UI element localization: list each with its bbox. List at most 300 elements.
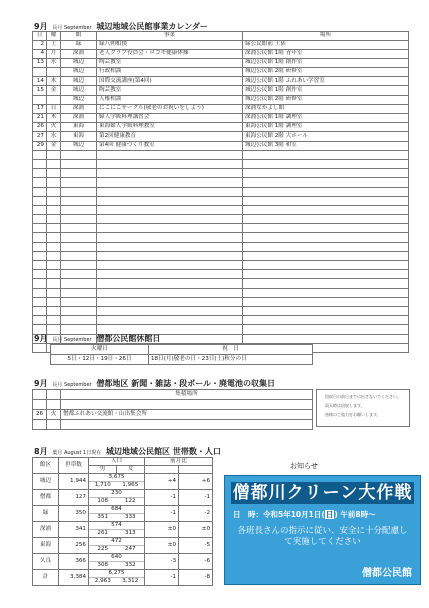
population-female: 3,312 (122, 578, 139, 584)
calendar-place (243, 279, 409, 288)
calendar-weekday (47, 196, 61, 205)
notice-message: 各班長さんの指示に従い、安全に十分配慮して実施してください (237, 526, 408, 547)
calendar-place: 城辺公民館 2階 研修室 (243, 68, 409, 77)
calendar-venue (61, 224, 97, 233)
table-row (33, 306, 409, 315)
compare-households: +4 (145, 474, 179, 490)
households-header-compare-households (145, 466, 179, 474)
household-count: 3,384 (59, 570, 89, 586)
calendar-day: 21 (33, 114, 47, 123)
compare-households: -1 (145, 570, 179, 586)
calendar-venue: 城辺 (61, 141, 97, 150)
notice-date: 日 時：令和5年10月1日(日) 午前8時～ (233, 510, 376, 519)
calendar-venue (61, 233, 97, 242)
calendar-day (33, 261, 47, 270)
calendar-day (33, 68, 47, 77)
calendar-place: 深浦公民館 1階 青年室 (243, 49, 409, 58)
calendar-day: 15 (33, 86, 47, 95)
calendar-event (97, 196, 243, 205)
calendar-day (33, 169, 47, 178)
calendar-venue (61, 288, 97, 297)
calendar-event: 婦人学級料理講習会 (97, 114, 243, 123)
calendar-table (32, 31, 409, 353)
calendar-day (33, 178, 47, 187)
table-row (33, 261, 409, 270)
population-total: 684 (89, 506, 144, 514)
table-row (33, 316, 409, 325)
calendar-place: 城辺公民館 3階 和室 (243, 141, 409, 150)
calendar-weekday (47, 178, 61, 187)
waste-title-main: 僧都地区 新聞・雑誌・段ボール・廃電池の収集日 (96, 379, 276, 388)
table-row (33, 233, 409, 242)
calendar-header-3: 事業 (97, 32, 243, 41)
calendar-venue (61, 306, 97, 315)
calendar-weekday (47, 270, 61, 279)
waste-title-small: 長月 September (52, 382, 92, 388)
district-name: 城辺 (33, 474, 59, 490)
waste-header-place: 集積場所 (61, 390, 313, 400)
calendar-header-1: 曜 (47, 32, 61, 41)
compare-households: ±0 (145, 522, 179, 538)
notice-poster (224, 475, 421, 585)
calendar-place (243, 288, 409, 297)
calendar-place: 深浦公民館 1階 調理室 (243, 114, 409, 123)
calendar-place (243, 325, 409, 334)
table-row (33, 279, 409, 288)
population-male: 308 (97, 562, 109, 568)
calendar-venue (61, 251, 97, 260)
calendar-event (97, 150, 243, 159)
closed-header-holiday: 祝 日 (149, 345, 313, 355)
calendar-weekday (47, 306, 61, 315)
household-count: 350 (59, 506, 89, 522)
population-total: 574 (89, 522, 144, 530)
calendar-venue (61, 316, 97, 325)
calendar-weekday: 日 (47, 104, 61, 113)
notice-label: お知らせ (290, 462, 318, 470)
calendar-venue (61, 297, 97, 306)
population-total: 640 (89, 554, 144, 562)
calendar-weekday (47, 159, 61, 168)
calendar-venue (61, 159, 97, 168)
calendar-venue: 深浦 (61, 104, 97, 113)
table-row (33, 288, 409, 297)
calendar-weekday: 土 (47, 40, 61, 49)
calendar-event (97, 251, 243, 260)
table-row (33, 141, 409, 150)
waste-note-3: 皆様のご協力をお願いします。 (325, 412, 381, 417)
compare-population: -8 (179, 570, 213, 586)
waste-title-month: 9月 (34, 379, 48, 388)
calendar-place: 深浦なかよし館 (243, 104, 409, 113)
calendar-venue: 東海 (61, 123, 97, 132)
households-header-compare-population (179, 466, 213, 474)
table-row (33, 224, 409, 233)
calendar-event (97, 261, 243, 270)
waste-header-day (33, 390, 47, 400)
calendar-event (97, 297, 243, 306)
calendar-venue (61, 215, 97, 224)
calendar-venue (61, 196, 97, 205)
households-header-female: 女 (117, 466, 145, 474)
table-row (33, 58, 409, 67)
population-female: 122 (124, 498, 136, 504)
calendar-event (97, 205, 243, 214)
district-name: 僧都 (33, 490, 59, 506)
calendar-place: 緑公民館前 土俵 (243, 40, 409, 49)
households-header-male: 男 (89, 466, 117, 474)
calendar-place (243, 187, 409, 196)
calendar-venue (61, 261, 97, 270)
calendar-place (243, 270, 409, 279)
calendar-place (243, 205, 409, 214)
compare-households: -3 (145, 554, 179, 570)
household-count: 256 (59, 538, 89, 554)
table-row (33, 522, 213, 538)
calendar-place: 城辺公民館 1階 創作室 (243, 58, 409, 67)
calendar-day: 2 (33, 40, 47, 49)
table-row (33, 169, 409, 178)
calendar-place (243, 150, 409, 159)
closed-title (34, 333, 160, 344)
table-row (33, 270, 409, 279)
calendar-place (243, 261, 409, 270)
households-table (32, 457, 213, 586)
calendar-event (97, 288, 243, 297)
calendar-event (97, 224, 243, 233)
households-header-population: 人口 (89, 458, 145, 466)
calendar-venue (61, 242, 97, 251)
calendar-weekday (47, 251, 61, 260)
table-row (33, 205, 409, 214)
calendar-weekday (47, 261, 61, 270)
population-cell (89, 554, 145, 570)
calendar-weekday: 月 (47, 49, 61, 58)
population-male: 2,963 (94, 578, 111, 584)
calendar-weekday (47, 150, 61, 159)
calendar-venue: 城辺 (61, 58, 97, 67)
calendar-day (33, 270, 47, 279)
calendar-event (97, 242, 243, 251)
table-row (33, 474, 213, 490)
district-name: 東海 (33, 538, 59, 554)
calendar-day (33, 306, 47, 315)
district-name: 久良 (33, 554, 59, 570)
calendar-venue: 深浦 (61, 49, 97, 58)
calendar-venue (61, 205, 97, 214)
calendar-day (33, 251, 47, 260)
waste-table (32, 389, 313, 430)
table-row (33, 187, 409, 196)
calendar-weekday (47, 288, 61, 297)
population-female: 313 (124, 530, 136, 536)
calendar-event (97, 306, 243, 315)
table-row (33, 114, 409, 123)
compare-population: +6 (179, 474, 213, 490)
calendar-event: 人権相談 (97, 95, 243, 104)
table-row (33, 159, 409, 168)
notice-date-time: 午前8時～ (340, 510, 376, 519)
calendar-header-4: 場所 (243, 32, 409, 41)
calendar-event: 行政相談 (97, 68, 243, 77)
calendar-weekday: 金 (47, 86, 61, 95)
table-row (33, 132, 409, 141)
calendar-place (243, 178, 409, 187)
waste-note-2: 雨天時は回収します。 (325, 403, 365, 408)
population-male: 108 (97, 498, 109, 504)
calendar-day: 29 (33, 141, 47, 150)
calendar-place: 城辺公民館 1階 創作室 (243, 86, 409, 95)
calendar-venue: 城辺 (61, 77, 97, 86)
waste-header-weekday (47, 390, 61, 400)
calendar-place (243, 297, 409, 306)
calendar-event (97, 316, 243, 325)
calendar-place (243, 306, 409, 315)
calendar-day: 14 (33, 77, 47, 86)
population-cell (89, 506, 145, 522)
waste-title (34, 378, 275, 389)
households-title (34, 446, 221, 457)
calendar-header-2: 館 (61, 32, 97, 41)
household-count: 341 (59, 522, 89, 538)
compare-population: ±0 (179, 522, 213, 538)
calendar-day: 13 (33, 58, 47, 67)
population-total: 230 (89, 490, 144, 498)
table-row (33, 196, 409, 205)
calendar-event (97, 169, 243, 178)
calendar-place (243, 224, 409, 233)
calendar-venue (61, 187, 97, 196)
calendar-venue (61, 279, 97, 288)
calendar-venue: 城辺 (61, 86, 97, 95)
table-row (33, 251, 409, 260)
calendar-day (33, 224, 47, 233)
waste-weekday: 火 (47, 410, 61, 420)
population-female: 247 (124, 546, 136, 552)
population-male: 1,710 (94, 482, 111, 488)
table-row (33, 242, 409, 251)
closed-title-month: 9月 (34, 334, 48, 343)
calendar-event (97, 233, 243, 242)
population-cell (89, 474, 145, 490)
calendar-day (33, 205, 47, 214)
compare-population: -2 (179, 506, 213, 522)
compare-households: ±0 (145, 538, 179, 554)
calendar-day (33, 297, 47, 306)
calendar-weekday (47, 95, 61, 104)
calendar-event: 東海婦人学級料理教室 (97, 123, 243, 132)
calendar-event: にこにこサークル(敬老のお祝いをしよう) (97, 104, 243, 113)
households-header-households: 世帯数 (59, 458, 89, 474)
calendar-weekday: 水 (47, 58, 61, 67)
table-row (33, 506, 213, 522)
calendar-header-0: 日 (33, 32, 47, 41)
population-male: 225 (97, 546, 109, 552)
table-row (33, 215, 409, 224)
population-female: 332 (124, 562, 136, 568)
population-cell (89, 570, 145, 586)
waste-place: 僧都ふれあい交流館・山出集会所 (61, 410, 313, 420)
calendar-venue (61, 270, 97, 279)
district-name: 計 (33, 570, 59, 586)
calendar-event: 緑八朔相撲 (97, 40, 243, 49)
population-female: 1,965 (122, 482, 139, 488)
calendar-event (97, 215, 243, 224)
calendar-day (33, 316, 47, 325)
calendar-weekday: 水 (47, 132, 61, 141)
calendar-day (33, 233, 47, 242)
calendar-weekday (47, 297, 61, 306)
calendar-place (243, 251, 409, 260)
household-count: 366 (59, 554, 89, 570)
calendar-event (97, 187, 243, 196)
population-total: 3,675 (89, 474, 144, 482)
calendar-day (33, 196, 47, 205)
table-row (33, 40, 409, 49)
table-row (33, 77, 409, 86)
calendar-place (243, 233, 409, 242)
district-name: 緑 (33, 506, 59, 522)
population-cell (89, 490, 145, 506)
closed-title-small: 長月 September (52, 337, 92, 343)
calendar-event (97, 178, 243, 187)
households-title-month: 8月 (34, 447, 48, 456)
calendar-venue: 深浦 (61, 114, 97, 123)
population-male: 351 (97, 514, 109, 520)
calendar-place: 城辺公民館 1階 ふれあい学習室 (243, 77, 409, 86)
closed-table (50, 344, 313, 365)
calendar-place (243, 169, 409, 178)
table-row (33, 49, 409, 58)
households-header-compare: 前月比 (145, 458, 213, 466)
table-row (33, 297, 409, 306)
calendar-weekday (47, 316, 61, 325)
calendar-place: 東海公民館 2階 大ホール (243, 132, 409, 141)
calendar-weekday (47, 169, 61, 178)
waste-day: 26 (33, 410, 47, 420)
calendar-weekday (47, 224, 61, 233)
calendar-weekday (47, 205, 61, 214)
calendar-venue: 城辺 (61, 95, 97, 104)
calendar-title-small: 長月 September (52, 25, 92, 31)
calendar-weekday (47, 187, 61, 196)
calendar-title-main: 城辺地域公民館事業カレンダー (96, 22, 208, 31)
closed-header-tuesday: 火曜日 (51, 345, 149, 355)
table-row (33, 123, 409, 132)
table-row (33, 86, 409, 95)
calendar-venue (61, 178, 97, 187)
calendar-event (97, 270, 243, 279)
waste-note-1: 回収日の前日までに出さないでください。 (325, 394, 401, 399)
population-male: 261 (97, 530, 109, 536)
calendar-day: 26 (33, 123, 47, 132)
table-row (33, 178, 409, 187)
calendar-day (33, 187, 47, 196)
households-header-district: 館区 (33, 458, 59, 474)
calendar-event: 陶芸教室 (97, 86, 243, 95)
calendar-weekday: 木 (47, 114, 61, 123)
calendar-place (243, 159, 409, 168)
table-row (33, 538, 213, 554)
calendar-venue: 緑 (61, 40, 97, 49)
calendar-place: 東海公民館 1階 調理室 (243, 123, 409, 132)
calendar-weekday (47, 68, 61, 77)
calendar-venue: 東海 (61, 132, 97, 141)
population-female: 333 (124, 514, 136, 520)
calendar-title-month: 9月 (34, 22, 48, 31)
table-row (33, 95, 409, 104)
calendar-weekday (47, 242, 61, 251)
table-row (33, 554, 213, 570)
closed-holiday-dates: 18日(月)敬老の日・23日(土)秋分の日 (149, 355, 313, 365)
calendar-weekday: 金 (47, 141, 61, 150)
table-row (33, 150, 409, 159)
calendar-place (243, 215, 409, 224)
compare-households: -1 (145, 506, 179, 522)
table-row (33, 570, 213, 586)
calendar-place (243, 334, 409, 343)
population-total: 6,275 (89, 570, 144, 578)
compare-population: -6 (179, 554, 213, 570)
calendar-weekday: 火 (47, 123, 61, 132)
calendar-weekday (47, 233, 61, 242)
calendar-day: 4 (33, 49, 47, 58)
household-count: 1,944 (59, 474, 89, 490)
calendar-event: 第4回 健康づくり教室 (97, 141, 243, 150)
calendar-event (97, 159, 243, 168)
calendar-place (243, 316, 409, 325)
calendar-day (33, 159, 47, 168)
calendar-place (243, 242, 409, 251)
closed-tuesday-dates: 5日・12日・19日・26日 (51, 355, 149, 365)
calendar-event: 陶芸教室 (97, 58, 243, 67)
calendar-day: 27 (33, 132, 47, 141)
calendar-day (33, 343, 47, 352)
population-total: 472 (89, 538, 144, 546)
calendar-day (33, 288, 47, 297)
calendar-venue (61, 150, 97, 159)
households-title-small: 葉月 August 1日現在 (52, 450, 102, 456)
compare-households: -1 (145, 490, 179, 506)
calendar-day (33, 215, 47, 224)
calendar-place: 城辺公民館 2階 研修室 (243, 95, 409, 104)
calendar-weekday: 木 (47, 77, 61, 86)
notice-sign: 僧都公民館 (362, 568, 412, 579)
notice-date-text: 日 時：令和5年10月1日 (233, 510, 322, 519)
notice-title: 僧都川クリーン大作戦 (232, 483, 413, 503)
households-title-main: 城辺地域公民館区 世帯数・人口 (106, 447, 221, 456)
closed-title-main: 僧都公民館休館日 (96, 334, 161, 343)
compare-population: -5 (179, 538, 213, 554)
table-row (33, 104, 409, 113)
calendar-event: 老人クラブ役員会・ロコモ健康体操 (97, 49, 243, 58)
population-cell (89, 538, 145, 554)
calendar-venue (61, 169, 97, 178)
calendar-place (243, 196, 409, 205)
table-row (33, 490, 213, 506)
calendar-event (97, 279, 243, 288)
calendar-day (33, 150, 47, 159)
calendar-day: 17 (33, 104, 47, 113)
calendar-weekday (47, 215, 61, 224)
district-name: 深浦 (33, 522, 59, 538)
notice-date-day: 日 (325, 510, 334, 519)
household-count: 127 (59, 490, 89, 506)
calendar-event: 第2回健康教育 (97, 132, 243, 141)
table-row (33, 68, 409, 77)
waste-note-box (316, 389, 410, 427)
calendar-day (33, 279, 47, 288)
